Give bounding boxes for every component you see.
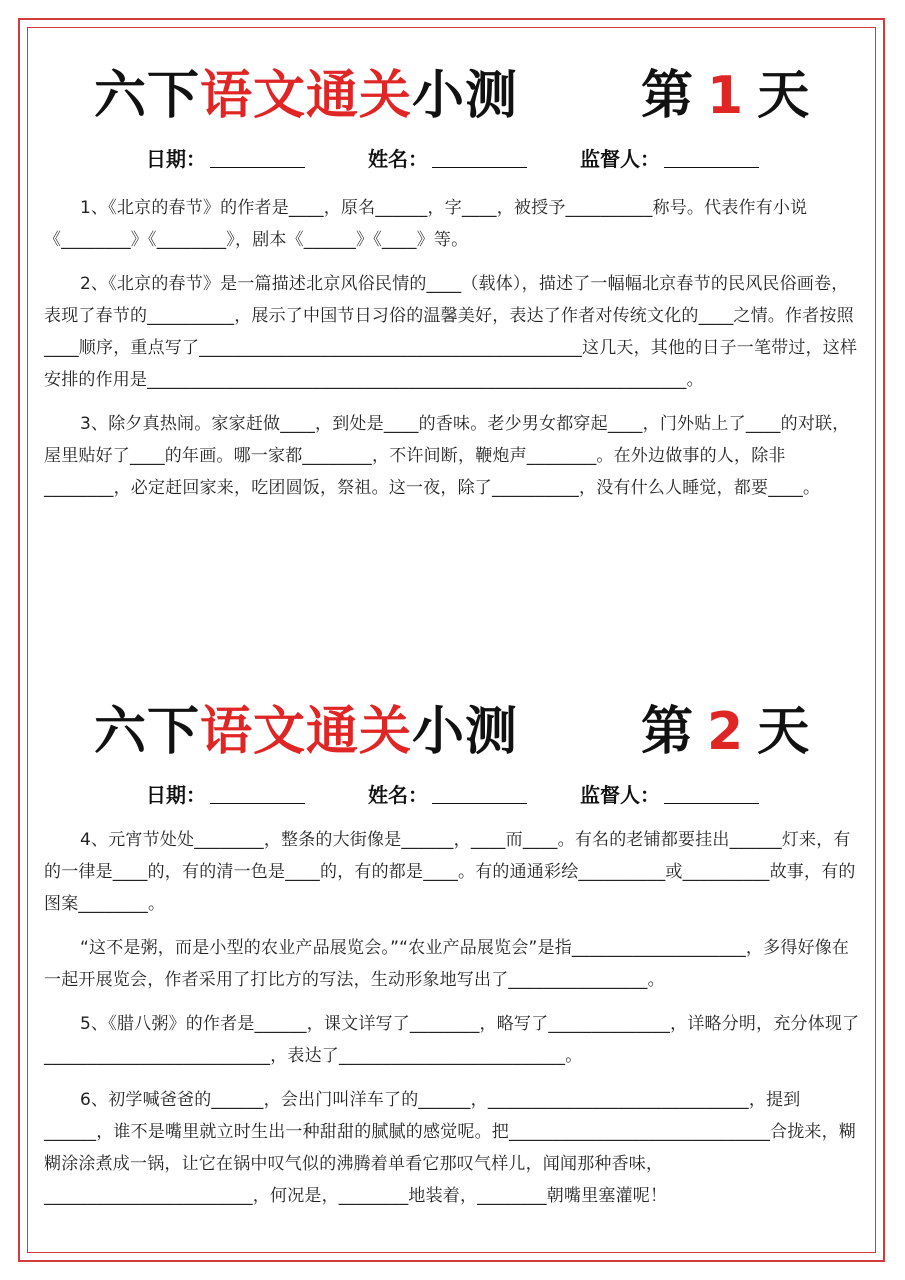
- day-label: [641, 60, 809, 132]
- title-part-quiz: 小测: [412, 702, 519, 762]
- question-4: 4、元宵节处处________，整条的大街像是______，____而____。有名的老铺都要挂出______灯来，有的一律是____的，有的清一色是____的，有的都是____。有的通通彩绘__________或__________故事，有的图案________。: [44, 830, 856, 914]
- date-blank[interactable]: [210, 783, 305, 804]
- date-label: 日期：: [146, 783, 206, 807]
- date-field[interactable]: [146, 780, 305, 810]
- supervisor-blank[interactable]: [664, 783, 759, 804]
- day-label: [641, 696, 809, 768]
- info-row: [44, 780, 864, 810]
- day-suffix: 天: [757, 702, 810, 762]
- question-5: 5、《腊八粥》的作者是______，课文详写了________，略写了______________，详略分明，充分体现了__________________________，表达了__________________________。: [44, 1014, 860, 1066]
- info-row: [44, 144, 864, 174]
- date-field[interactable]: [146, 144, 305, 174]
- title-part-subject: 语文通关: [200, 66, 413, 126]
- quiz-title: [94, 696, 518, 768]
- day-suffix: 天: [757, 66, 810, 126]
- supervisor-field[interactable]: [580, 144, 759, 174]
- supervisor-blank[interactable]: [664, 147, 759, 168]
- day-prefix: 第: [641, 702, 694, 762]
- title-part-quiz: 小测: [412, 66, 519, 126]
- question-3: 3、除夕真热闹。家家赶做____，到处是____的香味。老少男女都穿起____，门外贴上了____的对联，屋里贴好了____的年画。哪一家都________，不许间断，鞭炮声________。在外边做事的人，除非________，必定赶回家来，吃团圆饭，祭祖。这一夜，除了__________，没有什么人睡觉，都要____。: [44, 414, 850, 498]
- name-label: 姓名：: [368, 147, 428, 171]
- title-part-grade: 六下: [94, 702, 201, 762]
- title-part-grade: 六下: [94, 66, 201, 126]
- date-label: 日期：: [146, 147, 206, 171]
- question-1: 1、《北京的春节》的作者是____，原名______，字____，被授予__________称号。代表作有小说《________》《________》，剧本《______》《____》等。: [44, 198, 808, 250]
- day-number: 2: [707, 702, 744, 762]
- quiz-title: [94, 60, 518, 132]
- title-row: [44, 60, 864, 132]
- name-label: 姓名：: [368, 783, 428, 807]
- name-blank[interactable]: [432, 783, 527, 804]
- supervisor-field[interactable]: [580, 780, 759, 810]
- supervisor-label: 监督人：: [580, 783, 660, 807]
- date-blank[interactable]: [210, 147, 305, 168]
- quiz-day-1: [44, 60, 864, 504]
- day-prefix: 第: [641, 66, 694, 126]
- title-part-subject: 语文通关: [200, 702, 413, 762]
- name-field[interactable]: [368, 144, 527, 174]
- name-blank[interactable]: [432, 147, 527, 168]
- name-field[interactable]: [368, 780, 527, 810]
- question-2: 2、《北京的春节》是一篇描述北京风俗民情的____（载体），描述了一幅幅北京春节的民风民俗画卷，表现了春节的__________，展示了中国节日习俗的温馨美好，表达了作者对传统文化的____之情。作者按照____顺序，重点写了____________________________________________这几天，其他的日子一笔带过，这样安排的作用是______________________________________________________________。: [44, 274, 858, 390]
- question-6: 6、初学喊爸爸的______，会出门叫洋车了的______，______________________________，提到______，谁不是嘴里就立时生出一种甜甜的腻腻的感觉呢。把______________________________合拢来，糊糊涂涂煮成一锅，让它在锅中叹气似的沸腾着单看它那叹气样儿，闻闻那种香味，________________________，何况是，________地装着，________朝嘴里塞灌呢！: [44, 1090, 856, 1206]
- title-row: [44, 696, 864, 768]
- day-number: 1: [707, 66, 744, 126]
- supervisor-label: 监督人：: [580, 147, 660, 171]
- question-4-followup: “这不是粥，而是小型的农业产品展览会。”“农业产品展览会”是指____________________，多得好像在一起开展览会，作者采用了打比方的写法，生动形象地写出了________________。: [44, 938, 850, 990]
- quiz-day-2: [44, 696, 864, 1212]
